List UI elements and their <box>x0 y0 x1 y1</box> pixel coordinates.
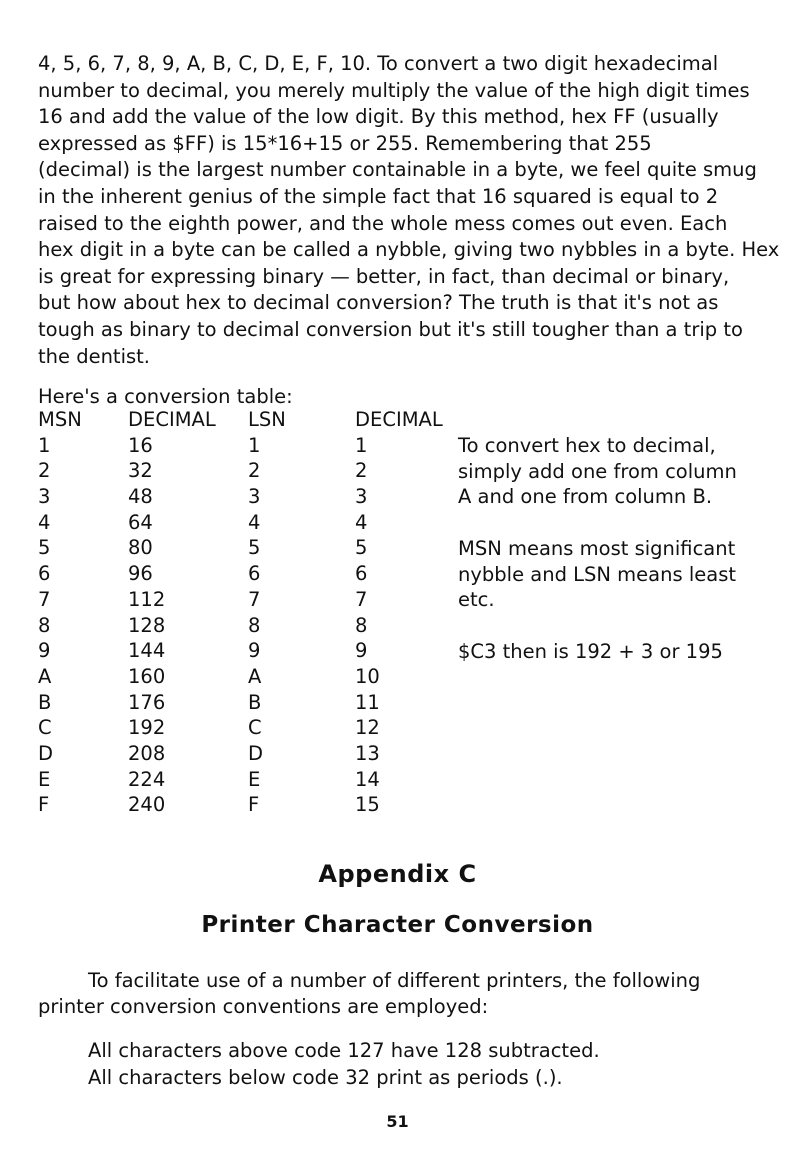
paragraph-line: (decimal) is the largest number containable in a byte, we feel quite smug <box>38 158 757 182</box>
note-line: MSN means most significant <box>458 536 736 560</box>
table-intro: Here's a conversion table: <box>38 385 293 408</box>
paragraph-line: number to decimal, you merely multiply the value of the high digit times <box>38 78 750 102</box>
cell-decimal-lsn: 15 <box>355 793 380 817</box>
cell-msn: 6 <box>38 562 51 586</box>
paragraph-line: tough as binary to decimal conversion but it's still tougher than a trip to <box>38 317 743 341</box>
header-msn: MSN <box>38 408 82 431</box>
header-decimal-lsn: DECIMAL <box>355 408 443 431</box>
note-line: A and one from column B. <box>458 485 713 509</box>
paragraph-line: expressed as $FF) is 15*16+15 or 255. Remembering that 255 <box>38 131 652 155</box>
cell-decimal-lsn: 1 <box>355 433 368 457</box>
note-example: $C3 then is 192 + 3 or 195 <box>458 639 723 663</box>
rule-item: All characters above code 127 have 128 subtracted. <box>88 1039 600 1062</box>
cell-decimal-lsn: 12 <box>355 716 380 740</box>
cell-decimal-lsn: 7 <box>355 587 368 611</box>
cell-lsn: 5 <box>248 536 261 560</box>
paragraph-line: is great for expressing binary — better, in fact, than decimal or binary, <box>38 264 730 288</box>
cell-decimal-msn: 16 <box>128 433 153 457</box>
appendix-title: Appendix C <box>318 860 477 888</box>
conversion-rules <box>88 1038 600 1091</box>
cell-decimal-msn: 144 <box>128 639 166 663</box>
cell-decimal-msn: 192 <box>128 716 166 740</box>
note-line: etc. <box>458 588 495 612</box>
cell-msn: F <box>38 793 50 817</box>
cell-lsn: 2 <box>248 459 261 483</box>
cell-msn: 3 <box>38 485 51 509</box>
cell-decimal-lsn: 2 <box>355 459 368 483</box>
paragraph-line: printer conversion conventions are employed: <box>38 995 489 1018</box>
note-line: nybble and LSN means least <box>458 562 737 586</box>
paragraph-line: in the inherent genius of the simple fact that 16 squared is equal to 2 <box>38 184 719 208</box>
cell-lsn: 1 <box>248 433 261 457</box>
cell-msn: B <box>38 690 52 714</box>
cell-decimal-msn: 64 <box>128 510 153 534</box>
cell-decimal-msn: 48 <box>128 485 153 509</box>
cell-lsn: 7 <box>248 587 261 611</box>
cell-decimal-msn: 80 <box>128 536 153 560</box>
cell-lsn: B <box>248 690 262 714</box>
cell-msn: 2 <box>38 459 51 483</box>
appendix-subtitle: Printer Character Conversion <box>201 912 594 938</box>
cell-lsn: F <box>248 793 260 817</box>
cell-decimal-lsn: 11 <box>355 690 380 714</box>
page-number: 51 <box>386 1112 409 1131</box>
cell-lsn: 8 <box>248 613 261 637</box>
cell-decimal-msn: 160 <box>128 664 166 688</box>
paragraph-line: raised to the eighth power, and the whole mess comes out even. Each <box>38 211 728 235</box>
cell-msn: 4 <box>38 510 51 534</box>
cell-decimal-lsn: 9 <box>355 639 368 663</box>
rule-item: All characters below code 32 print as periods (.). <box>88 1065 563 1089</box>
cell-decimal-lsn: 14 <box>355 767 380 791</box>
paragraph-line: the dentist. <box>38 344 151 368</box>
header-decimal-msn: DECIMAL <box>128 408 216 431</box>
intro-paragraph <box>38 51 780 370</box>
cell-decimal-lsn: 3 <box>355 485 368 509</box>
cell-decimal-msn: 176 <box>128 690 166 714</box>
cell-lsn: D <box>248 741 264 765</box>
cell-lsn: 4 <box>248 510 261 534</box>
side-notes <box>458 433 737 664</box>
paragraph-line: To facilitate use of a number of different printers, the following <box>88 969 701 992</box>
cell-decimal-lsn: 10 <box>355 664 380 688</box>
cell-lsn: E <box>248 767 261 791</box>
cell-lsn: 9 <box>248 639 261 663</box>
cell-decimal-msn: 112 <box>128 587 166 611</box>
cell-lsn: 6 <box>248 562 261 586</box>
header-lsn: LSN <box>248 408 286 431</box>
note-spacer <box>458 510 737 536</box>
cell-msn: E <box>38 767 51 791</box>
printer-paragraph <box>38 968 758 1020</box>
cell-decimal-msn: 32 <box>128 459 153 483</box>
cell-lsn: A <box>248 664 262 688</box>
cell-lsn: 3 <box>248 485 261 509</box>
cell-decimal-lsn: 5 <box>355 536 368 560</box>
paragraph-line: but how about hex to decimal conversion? The truth is that it's not as <box>38 291 719 315</box>
cell-decimal-lsn: 8 <box>355 613 368 637</box>
cell-msn: A <box>38 664 52 688</box>
cell-msn: 5 <box>38 536 51 560</box>
cell-msn: 7 <box>38 587 51 611</box>
cell-decimal-lsn: 6 <box>355 562 368 586</box>
cell-msn: 8 <box>38 613 51 637</box>
cell-decimal-msn: 224 <box>128 767 166 791</box>
cell-decimal-lsn: 13 <box>355 741 380 765</box>
paragraph-line: hex digit in a byte can be called a nybble, giving two nybbles in a byte. Hex <box>38 238 780 262</box>
note-line: simply add one from column <box>458 459 737 483</box>
cell-decimal-lsn: 4 <box>355 510 368 534</box>
cell-decimal-msn: 128 <box>128 613 166 637</box>
cell-msn: C <box>38 716 52 740</box>
note-line: To convert hex to decimal, <box>458 434 716 457</box>
cell-decimal-msn: 240 <box>128 793 166 817</box>
cell-msn: 9 <box>38 639 51 663</box>
cell-decimal-msn: 96 <box>128 562 153 586</box>
note-spacer <box>458 613 737 639</box>
cell-lsn: C <box>248 716 262 740</box>
cell-msn: D <box>38 741 54 765</box>
cell-msn: 1 <box>38 433 51 457</box>
paragraph-line: 16 and add the value of the low digit. By this method, hex FF (usually <box>38 105 719 129</box>
paragraph-line: 4, 5, 6, 7, 8, 9, A, B, C, D, E, F, 10. To convert a two digit hexadecimal <box>38 52 719 75</box>
cell-decimal-msn: 208 <box>128 741 166 765</box>
